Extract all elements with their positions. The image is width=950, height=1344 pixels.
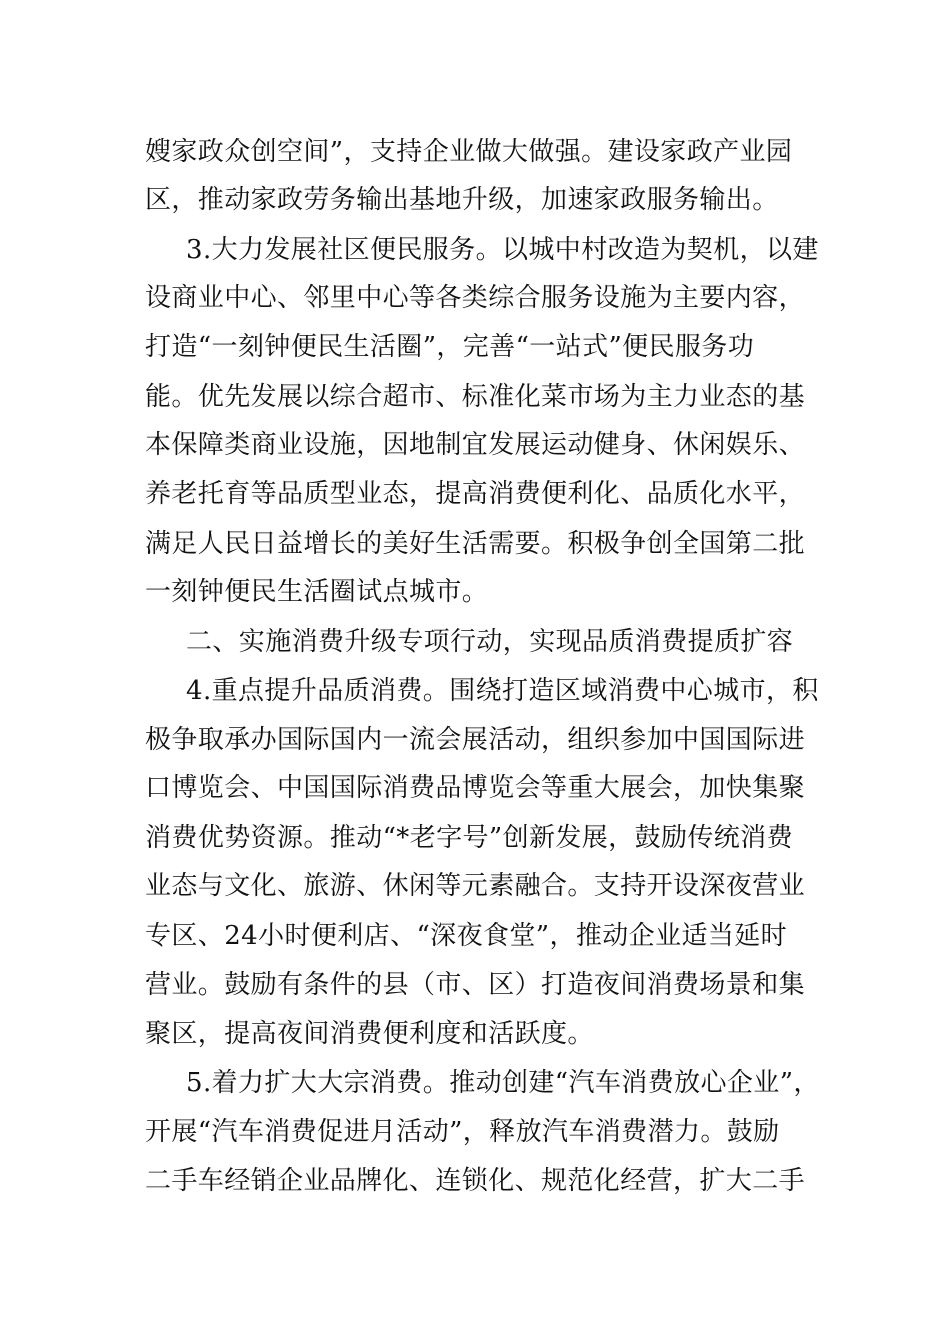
text-line: 养老托育等品质型业态，提高消费便利化、品质化水平， (145, 479, 806, 509)
text-line: 打造“一刻钟便民生活圈”，完善“一站式”便民服务功 (145, 332, 755, 362)
text-line: 二手车经销企业品牌化、连锁化、规范化经营，扩大二手 (145, 1166, 806, 1196)
text-line: 满足人民日益增长的美好生活需要。积极争创全国第二批 (145, 529, 806, 559)
text-line: 极争取承办国际国内一流会展活动，组织参加中国国际进 (145, 725, 806, 755)
text-line: 一刻钟便民生活圈试点城市。 (145, 577, 489, 607)
text-line: 聚区，提高夜间消费便利度和活跃度。 (145, 1019, 594, 1049)
text-line: 营业。鼓励有条件的县（市、区）打造夜间消费场景和集 (145, 970, 806, 1000)
text-line: 业态与文化、旅游、休闲等元素融合。支持开设深夜营业 (145, 871, 806, 901)
paragraph-heading-5: 5.着力扩大大宗消费。推动创建“汽车消费放心企业”， (186, 1068, 820, 1098)
text-line: 能。优先发展以综合超市、标准化菜市场为主力业态的基 (145, 382, 806, 412)
text-line: 开展“汽车消费促进月活动”，释放汽车消费潜力。鼓励 (145, 1117, 780, 1147)
section-heading-2: 二、实施消费升级专项行动，实现品质消费提质扩容 (186, 627, 794, 657)
text-line: 消费优势资源。推动“*老字号”创新发展，鼓励传统消费 (145, 823, 793, 853)
paragraph-heading-4: 4.重点提升品质消费。围绕打造区域消费中心城市，积 (186, 676, 819, 706)
text-line: 口博览会、中国国际消费品博览会等重大展会，加快集聚 (145, 773, 806, 803)
text-line: 专区、24小时便利店、“深夜食堂”，推动企业适当延时 (145, 921, 788, 951)
text-line: 嫂家政众创空间”，支持企业做大做强。建设家政产业园 (145, 137, 793, 167)
text-line: 区，推动家政劳务输出基地升级，加速家政服务输出。 (145, 185, 779, 215)
text-line: 本保障类商业设施，因地制宜发展运动健身、休闲娱乐、 (145, 430, 806, 460)
text-line: 设商业中心、邻里中心等各类综合服务设施为主要内容， (145, 283, 806, 313)
paragraph-heading-3: 3.大力发展社区便民服务。以城中村改造为契机，以建 (186, 235, 819, 265)
